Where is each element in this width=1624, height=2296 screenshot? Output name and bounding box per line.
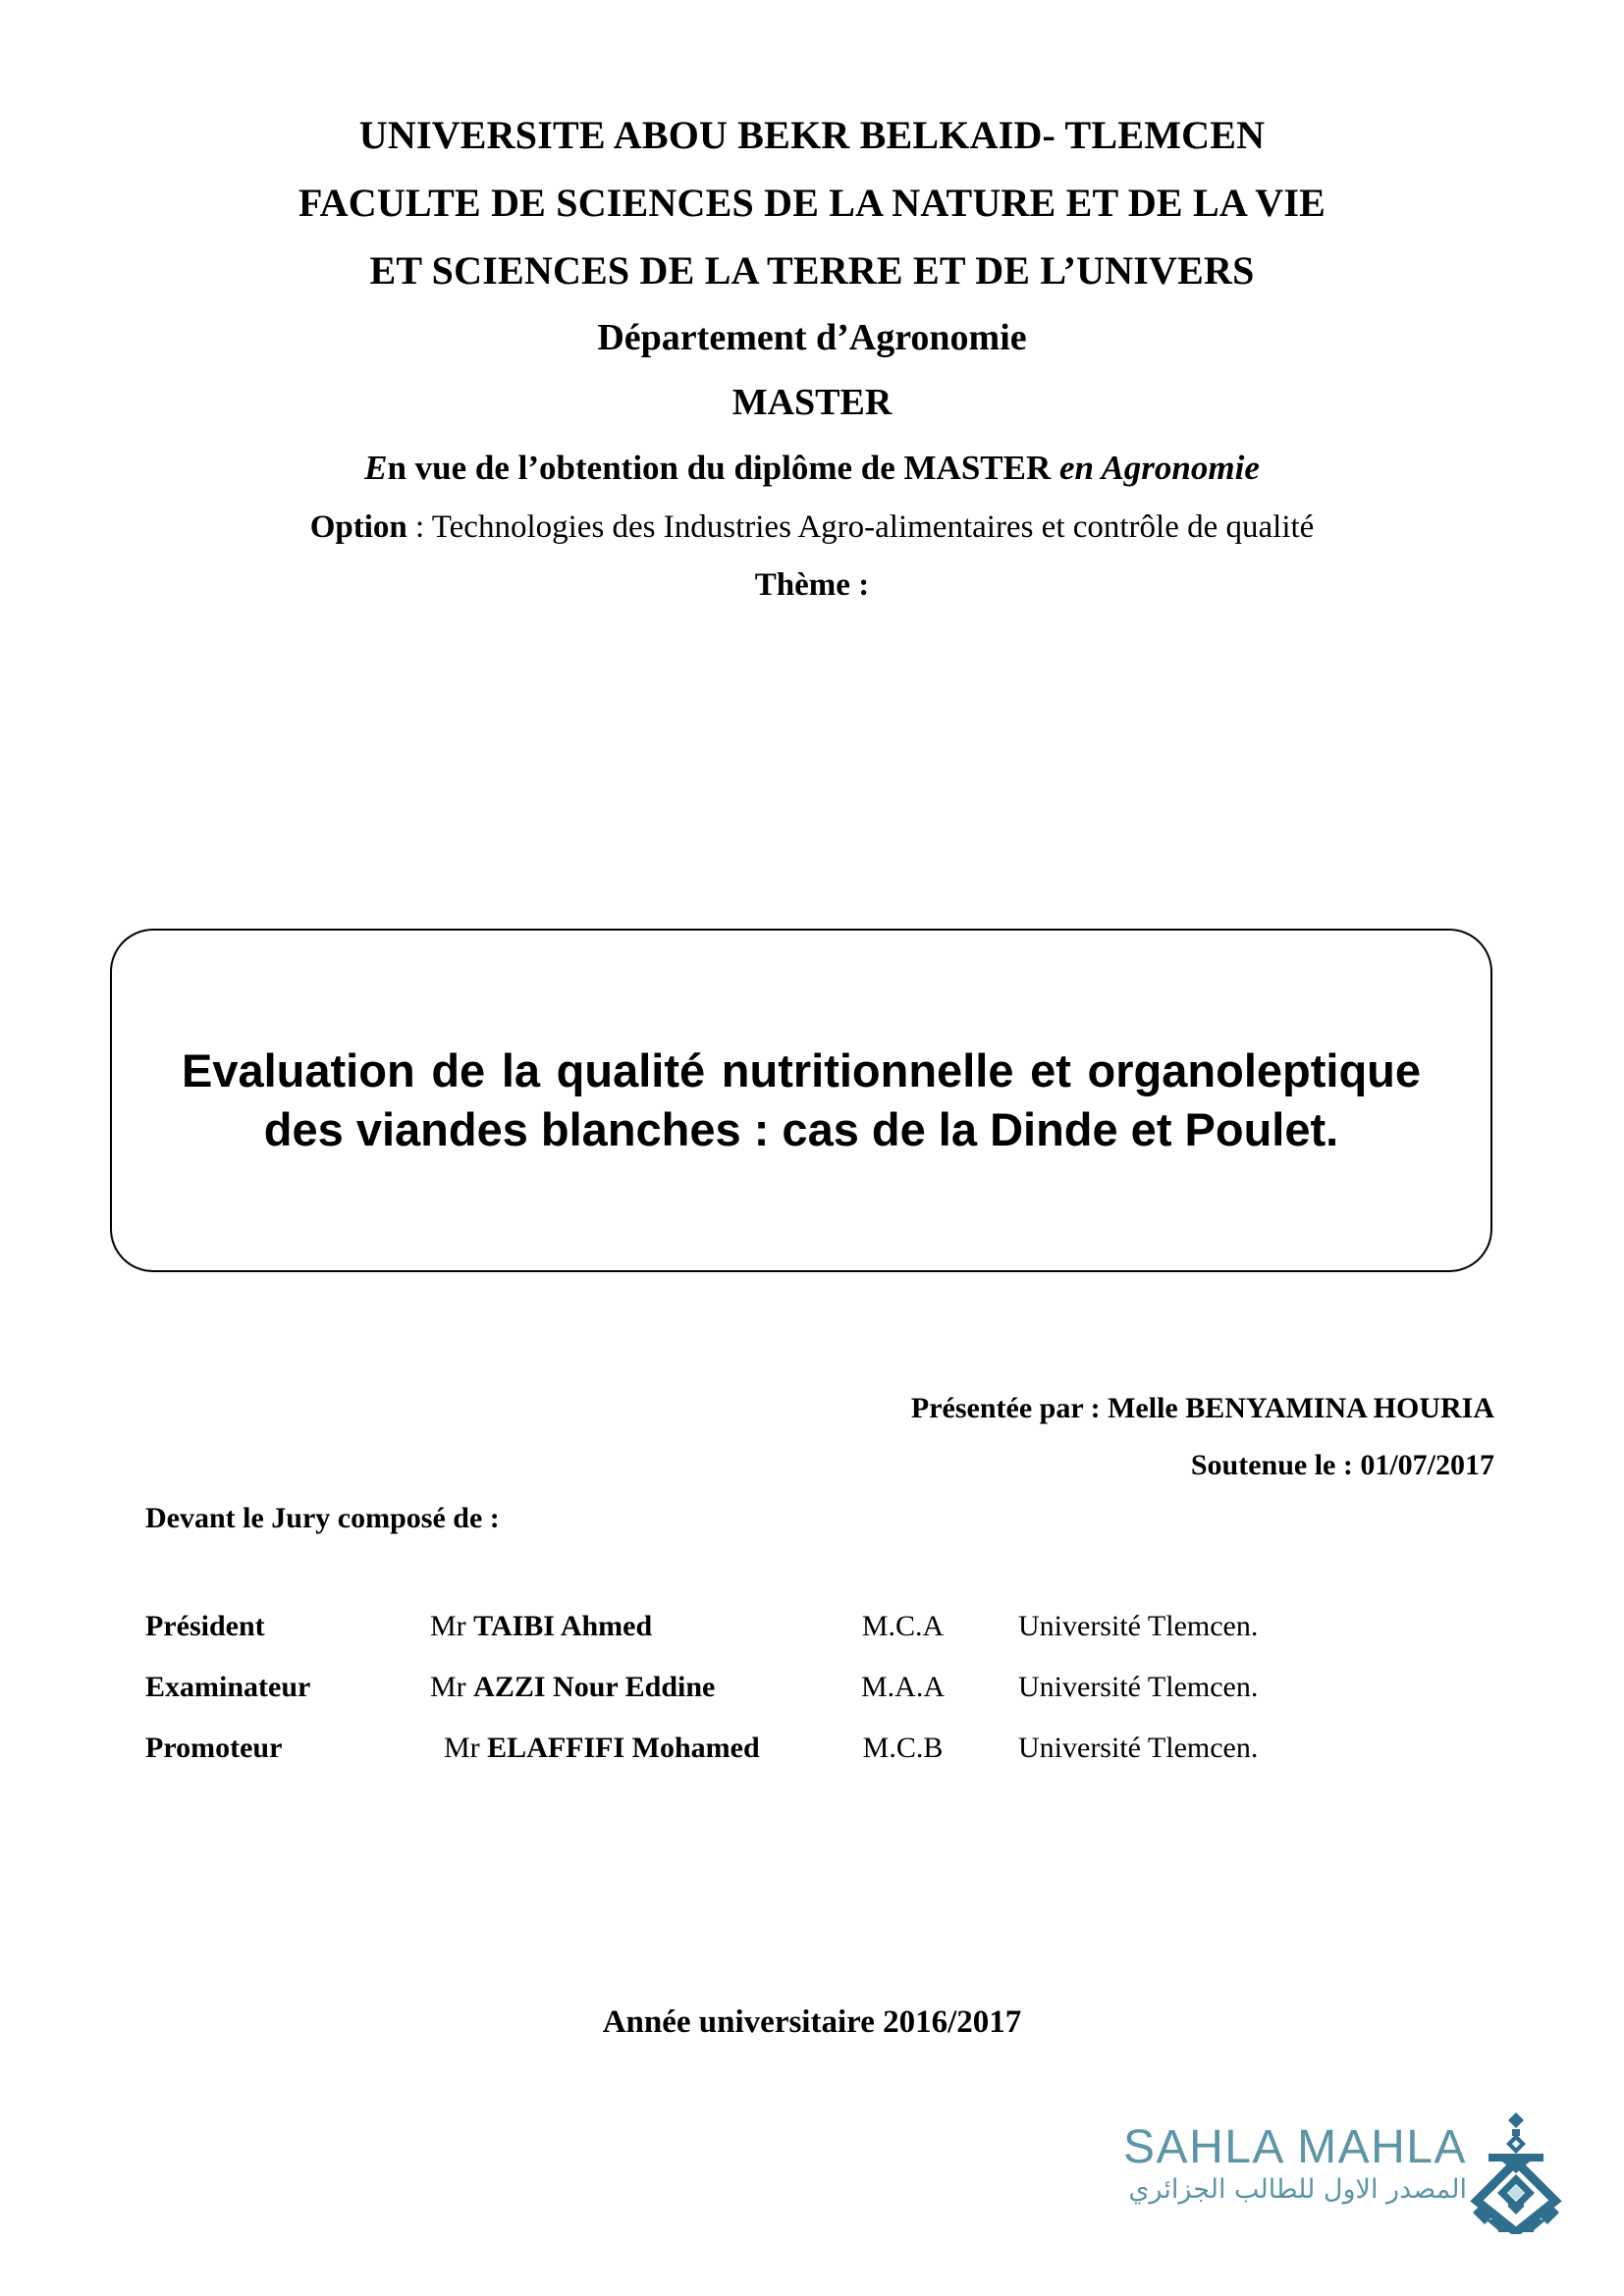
jury-member bbox=[430, 1610, 787, 1671]
jury-grade: M.C.B bbox=[862, 1732, 944, 1764]
faculty-name-line2: ET SCIENCES DE LA TERRE ET DE L’UNIVERS bbox=[369, 248, 1255, 293]
jury-member-prefix: Mr bbox=[430, 1671, 474, 1703]
table-row bbox=[145, 1671, 1402, 1732]
jury-grade: M.C.A bbox=[861, 1610, 945, 1642]
jury-member bbox=[430, 1671, 787, 1732]
thesis-title: Evaluation de la qualité nutritionnelle et organoleptique des viandes blanches : cas de la Dinde et Poulet. bbox=[182, 1043, 1421, 1155]
option-line bbox=[110, 511, 1514, 544]
berber-ornament-icon bbox=[1465, 2110, 1567, 2234]
jury-role: Promoteur bbox=[145, 1732, 283, 1764]
table-row bbox=[145, 1732, 1402, 1792]
jury-member-name: AZZI Nour Eddine bbox=[473, 1671, 716, 1703]
jury-member-name: ELAFFIFI Mohamed bbox=[487, 1732, 760, 1764]
jury-affiliation: Université Tlemcen. bbox=[1018, 1732, 1259, 1764]
jury-table bbox=[145, 1610, 1402, 1792]
jury-member bbox=[430, 1732, 787, 1792]
defense-date: Soutenue le : 01/07/2017 bbox=[1190, 1449, 1494, 1481]
jury-grade: M.A.A bbox=[860, 1671, 945, 1703]
degree-purpose-text: n vue de l’obtention du diplôme de MASTER bbox=[387, 449, 1060, 487]
degree-level: MASTER bbox=[731, 382, 893, 423]
faculty-name-line1: FACULTE DE SCIENCES DE LA NATURE ET DE LA VIE bbox=[298, 181, 1326, 225]
logo-wordmark: SAHLA MAHLA bbox=[1123, 2121, 1467, 2173]
presented-by: Présentée par : Melle BENYAMINA HOURIA bbox=[910, 1392, 1494, 1424]
jury-heading: Devant le Jury composé de : bbox=[145, 1502, 500, 1534]
theme-label: Thème : bbox=[754, 567, 870, 603]
jury-affiliation: Université Tlemcen. bbox=[1018, 1610, 1259, 1642]
jury-member-prefix: Mr bbox=[430, 1610, 474, 1642]
jury-affiliation: Université Tlemcen. bbox=[1018, 1671, 1259, 1703]
degree-purpose-initial: E bbox=[364, 449, 388, 487]
jury-member-prefix: Mr bbox=[444, 1732, 488, 1764]
university-name: UNIVERSITE ABOU BEKR BELKAID- TLEMCEN bbox=[358, 113, 1266, 157]
institution-header bbox=[110, 113, 1514, 603]
department-name: Département d’Agronomie bbox=[597, 317, 1027, 358]
jury-member-name: TAIBI Ahmed bbox=[473, 1610, 653, 1642]
thesis-title-box bbox=[110, 929, 1492, 1272]
degree-purpose-line bbox=[110, 451, 1514, 485]
jury-role: Examinateur bbox=[145, 1671, 311, 1703]
jury-role: Président bbox=[145, 1610, 265, 1642]
option-label: Option bbox=[309, 509, 407, 545]
sahla-mahla-logo bbox=[1074, 2110, 1565, 2258]
option-value: : Technologies des Industries Agro-alimentaires et contrôle de qualité bbox=[406, 509, 1315, 545]
logo-arabic-tagline: المصدر الاول للطالب الجزائري bbox=[1128, 2174, 1467, 2205]
academic-year: Année universitaire 2016/2017 bbox=[602, 2004, 1022, 2040]
table-row bbox=[145, 1610, 1402, 1671]
degree-purpose-field: en Agronomie bbox=[1059, 449, 1260, 487]
